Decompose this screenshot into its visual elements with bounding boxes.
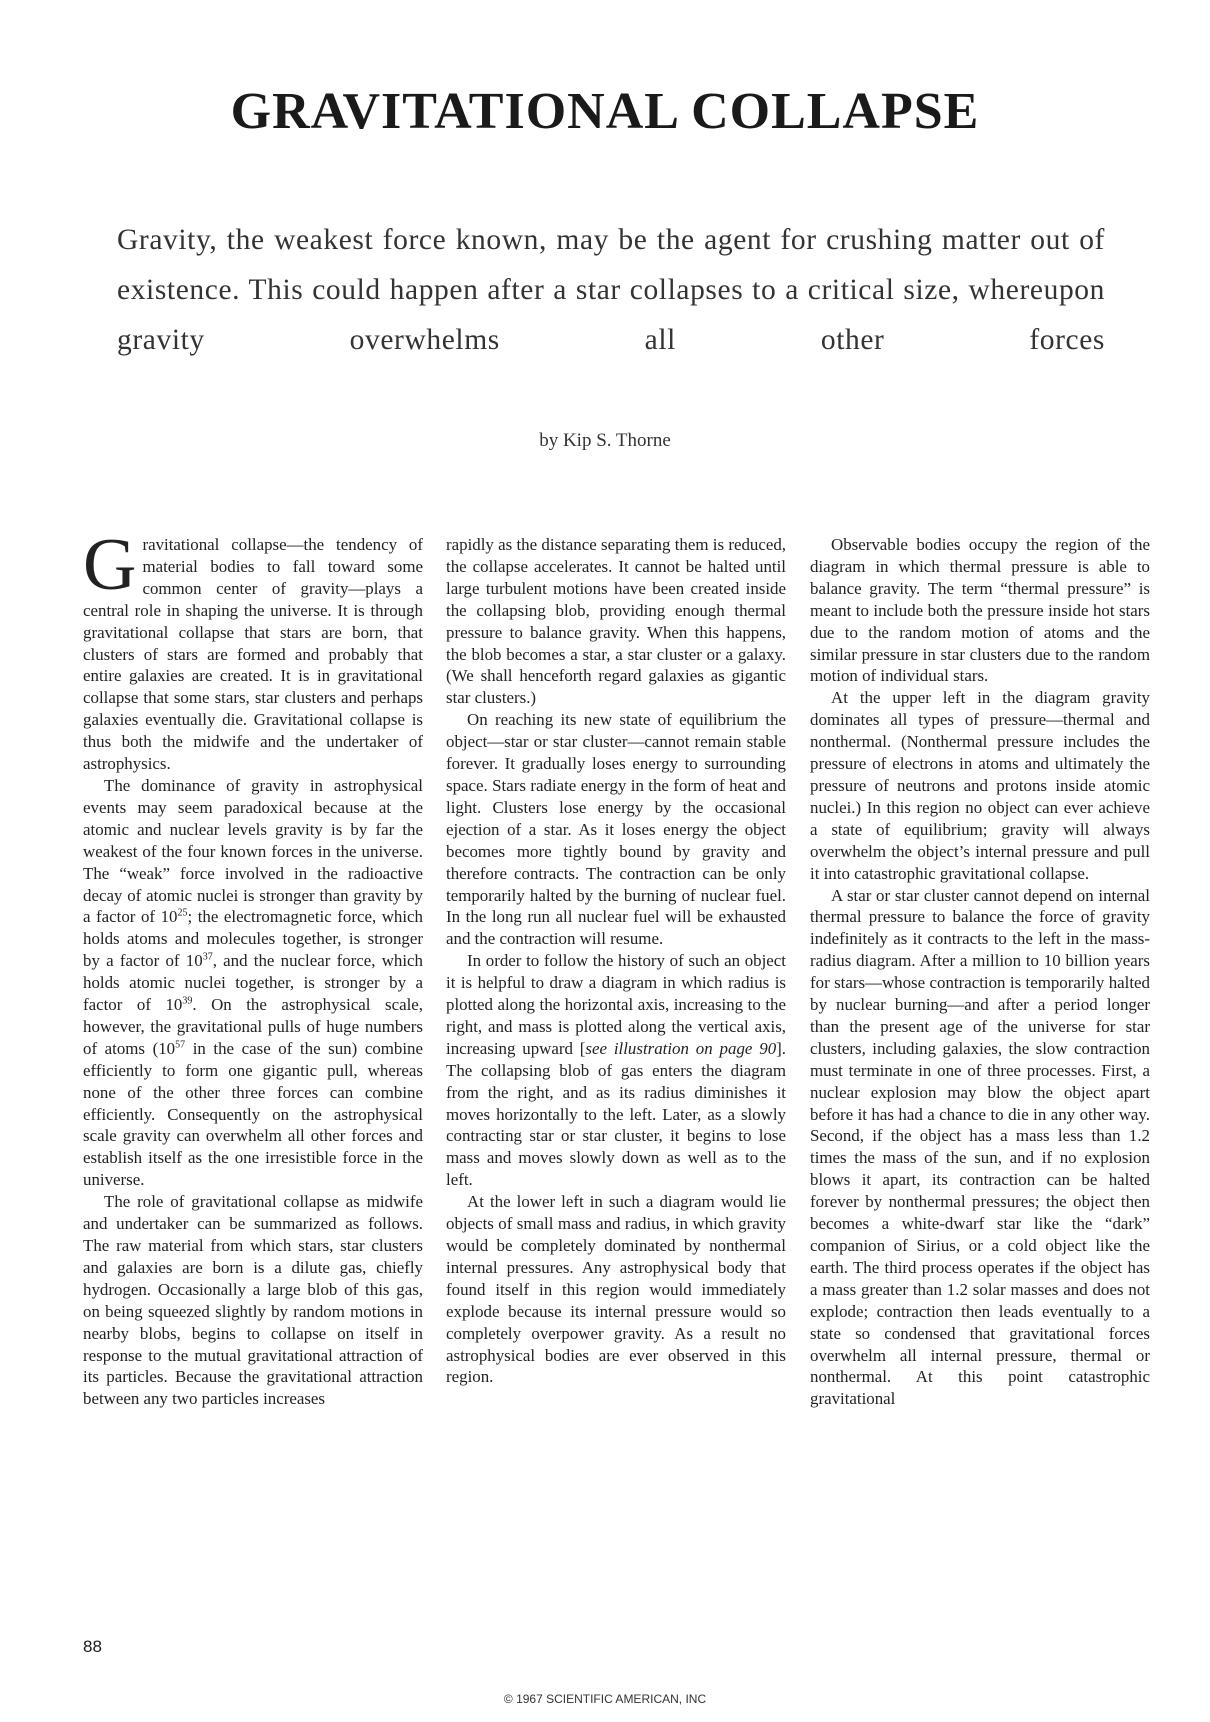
paragraph-text: . On the astrophysical scale, however, the gravitational pulls of huge numbers of atoms (10 — [83, 995, 423, 1058]
exponent: 37 — [202, 951, 213, 963]
exponent: 57 — [175, 1039, 186, 1051]
copyright-notice: © 1967 SCIENTIFIC AMERICAN, INC — [503, 1692, 707, 1706]
exponent: 25 — [177, 907, 188, 919]
paragraph — [446, 950, 786, 1191]
paragraph: rapidly as the distance separating them is reduced, the collapse accelerates. It cannot be halted until large turbulent motions have been created inside the collapsing blob, providing enough thermal pressure to balance gravity. When this happens, the blob becomes a star, a star cluster or a galaxy. (We shall henceforth regard galaxies as gigantic star clusters.) — [446, 535, 786, 708]
paragraph-text: , and the nuclear force, which holds atomic nuclei together, is stronger by a factor of 10 — [83, 951, 424, 1015]
paragraph: The role of gravitational collapse as midwife and undertaker can be summarized as follows. The raw material from which stars, star clusters and galaxies are born is a dilute gas, chiefly hydrogen. Occasionally a large blob of this gas, on being squeezed slightly by random motions in nearby blobs, begins to collapse on itself in response to the mutual gravitational attraction of its particles. Because the gravitational attraction between any two particles increases — [83, 1192, 423, 1409]
article-byline: by Kip S. Thorne — [539, 430, 671, 451]
article-title: GRAVITATIONAL COLLAPSE — [230, 83, 980, 140]
paragraph: A star or star cluster cannot depend on internal thermal pressure to balance the force of gravity indefinitely as it contracts to the left in the mass-radius diagram. After a million to 10 billion years for stars—whose contraction is temporarily halted by nuclear burning—and after a period longer than the present age of the universe for star clusters, including galaxies, the slow contraction must terminate in one of three processes. First, a nuclear explosion may blow the object apart before it has had a chance to die in any other way. Second, if the object has a mass less than 1.2 times the mass of the sun, and if no explosion blows it apart, its contraction can be halted forever by nonthermal pressures; the object then becomes a white-dwarf star like the “dark” companion of Sirius, or a cold object like the earth. The third process operates if the object has a mass greater than 1.2 solar masses and does not explode; contraction then leads eventually to a state so condensed that gravitational forces overwhelm all internal pressure, thermal or nonthermal. At this point catastrophic gravitational — [810, 885, 1150, 1409]
paragraph: Observable bodies occupy the region of the diagram in which thermal pressure is able to balance gravity. The term “thermal pressure” is meant to include both the pressure inside hot stars due to the random motion of atoms and the similar pressure in star clusters due to the random motion of individual stars. — [810, 535, 1150, 686]
paragraph-text: The dominance of gravity in astrophysical events may seem paradoxical because at the atomic and nuclear levels gravity is by far the weakest of the four known forces in the universe. The “weak” force involved in the radioactive decay of atomic nuclei is stronger than gravity by a factor of 10 — [83, 775, 423, 927]
paragraph: At the lower left in such a diagram would lie objects of small mass and radius, in which gravity would be completely dominated by nonthermal internal pressures. Any astrophysical body that found itself in this region would immediately explode because its internal pressure would so completely overpower gravity. As a result no astrophysical bodies are ever observed in this region. — [446, 1192, 786, 1387]
figure-reference: see illustration on page 90 — [585, 1038, 777, 1058]
body-column-3 — [810, 534, 1150, 1410]
drop-cap: G — [83, 524, 137, 606]
paragraph-text: ravitational collapse—the tendency of material bodies to fall toward some common center of gravity—plays a central role in shaping the universe. It is through gravitational collapse that stars are born, that clusters of stars are formed and probably that entire galaxies are created. It is in gravitational collapse that some stars, star clusters and perhaps galaxies eventually die. Gravitational collapse is thus both the midwife and the undertaker of astrophysics. — [83, 535, 423, 774]
paragraph-text: ]. The collapsing blob of gas enters the diagram from the right, and as its radius diminishes it moves horizontally to the left. Later, as a slowly contracting star or star cluster, it begins to lose mass and moves slowly down as well as to the left. — [446, 1038, 786, 1190]
exponent: 39 — [182, 995, 193, 1007]
page-number: 88 — [83, 1637, 102, 1656]
paragraph-text: In order to follow the history of such an object it is helpful to draw a diagram in which radius is plotted along the horizontal axis, increasing to the right, and mass is plotted along the vertical axis, increasing upward [ — [446, 951, 786, 1058]
paragraph-text: in the case of the sun) combine efficiently to form one gigantic pull, whereas none of the other three forces can combine efficiently. Consequently on the astrophysical scale gravity can overwhelm all other forces and establish itself as the one irresistible force in the universe. — [83, 1038, 423, 1190]
paragraph: At the upper left in the diagram gravity dominates all types of pressure—thermal and nonthermal. (Nonthermal pressure includes the pressure of electrons in atoms and ultimately the pressure of neutrons and protons inside atomic nuclei.) In this region no object can ever achieve a state of equilibrium; gravity will always overwhelm the object’s internal pressure and pull it into catastrophic gravitational collapse. — [810, 688, 1150, 883]
paragraph: On reaching its new state of equilibrium the object—star or star cluster—cannot remain stable forever. It gradually loses energy to surrounding space. Stars radiate energy in the form of heat and light. Clusters lose energy by the occasional ejection of a star. As it loses energy the object becomes more tightly bound by gravity and therefore contracts. The contraction can be only temporarily halted by the burning of nuclear fuel. In the long run all nuclear fuel will be exhausted and the contraction will resume. — [446, 710, 786, 949]
body-column-1 — [83, 524, 424, 1410]
paragraph — [83, 524, 423, 775]
paragraph-text: ; the electromagnetic force, which holds atoms and molecules together, is stronger by a factor of 10 — [83, 907, 423, 971]
paragraph — [83, 775, 423, 1191]
body-column-2 — [446, 534, 786, 1388]
article-subtitle: Gravity, the weakest force known, may be the agent for crushing matter out of existence. This could happen after a star collapses to a critical size, whereupon gravity overwhelms all other forces — [117, 224, 1105, 356]
